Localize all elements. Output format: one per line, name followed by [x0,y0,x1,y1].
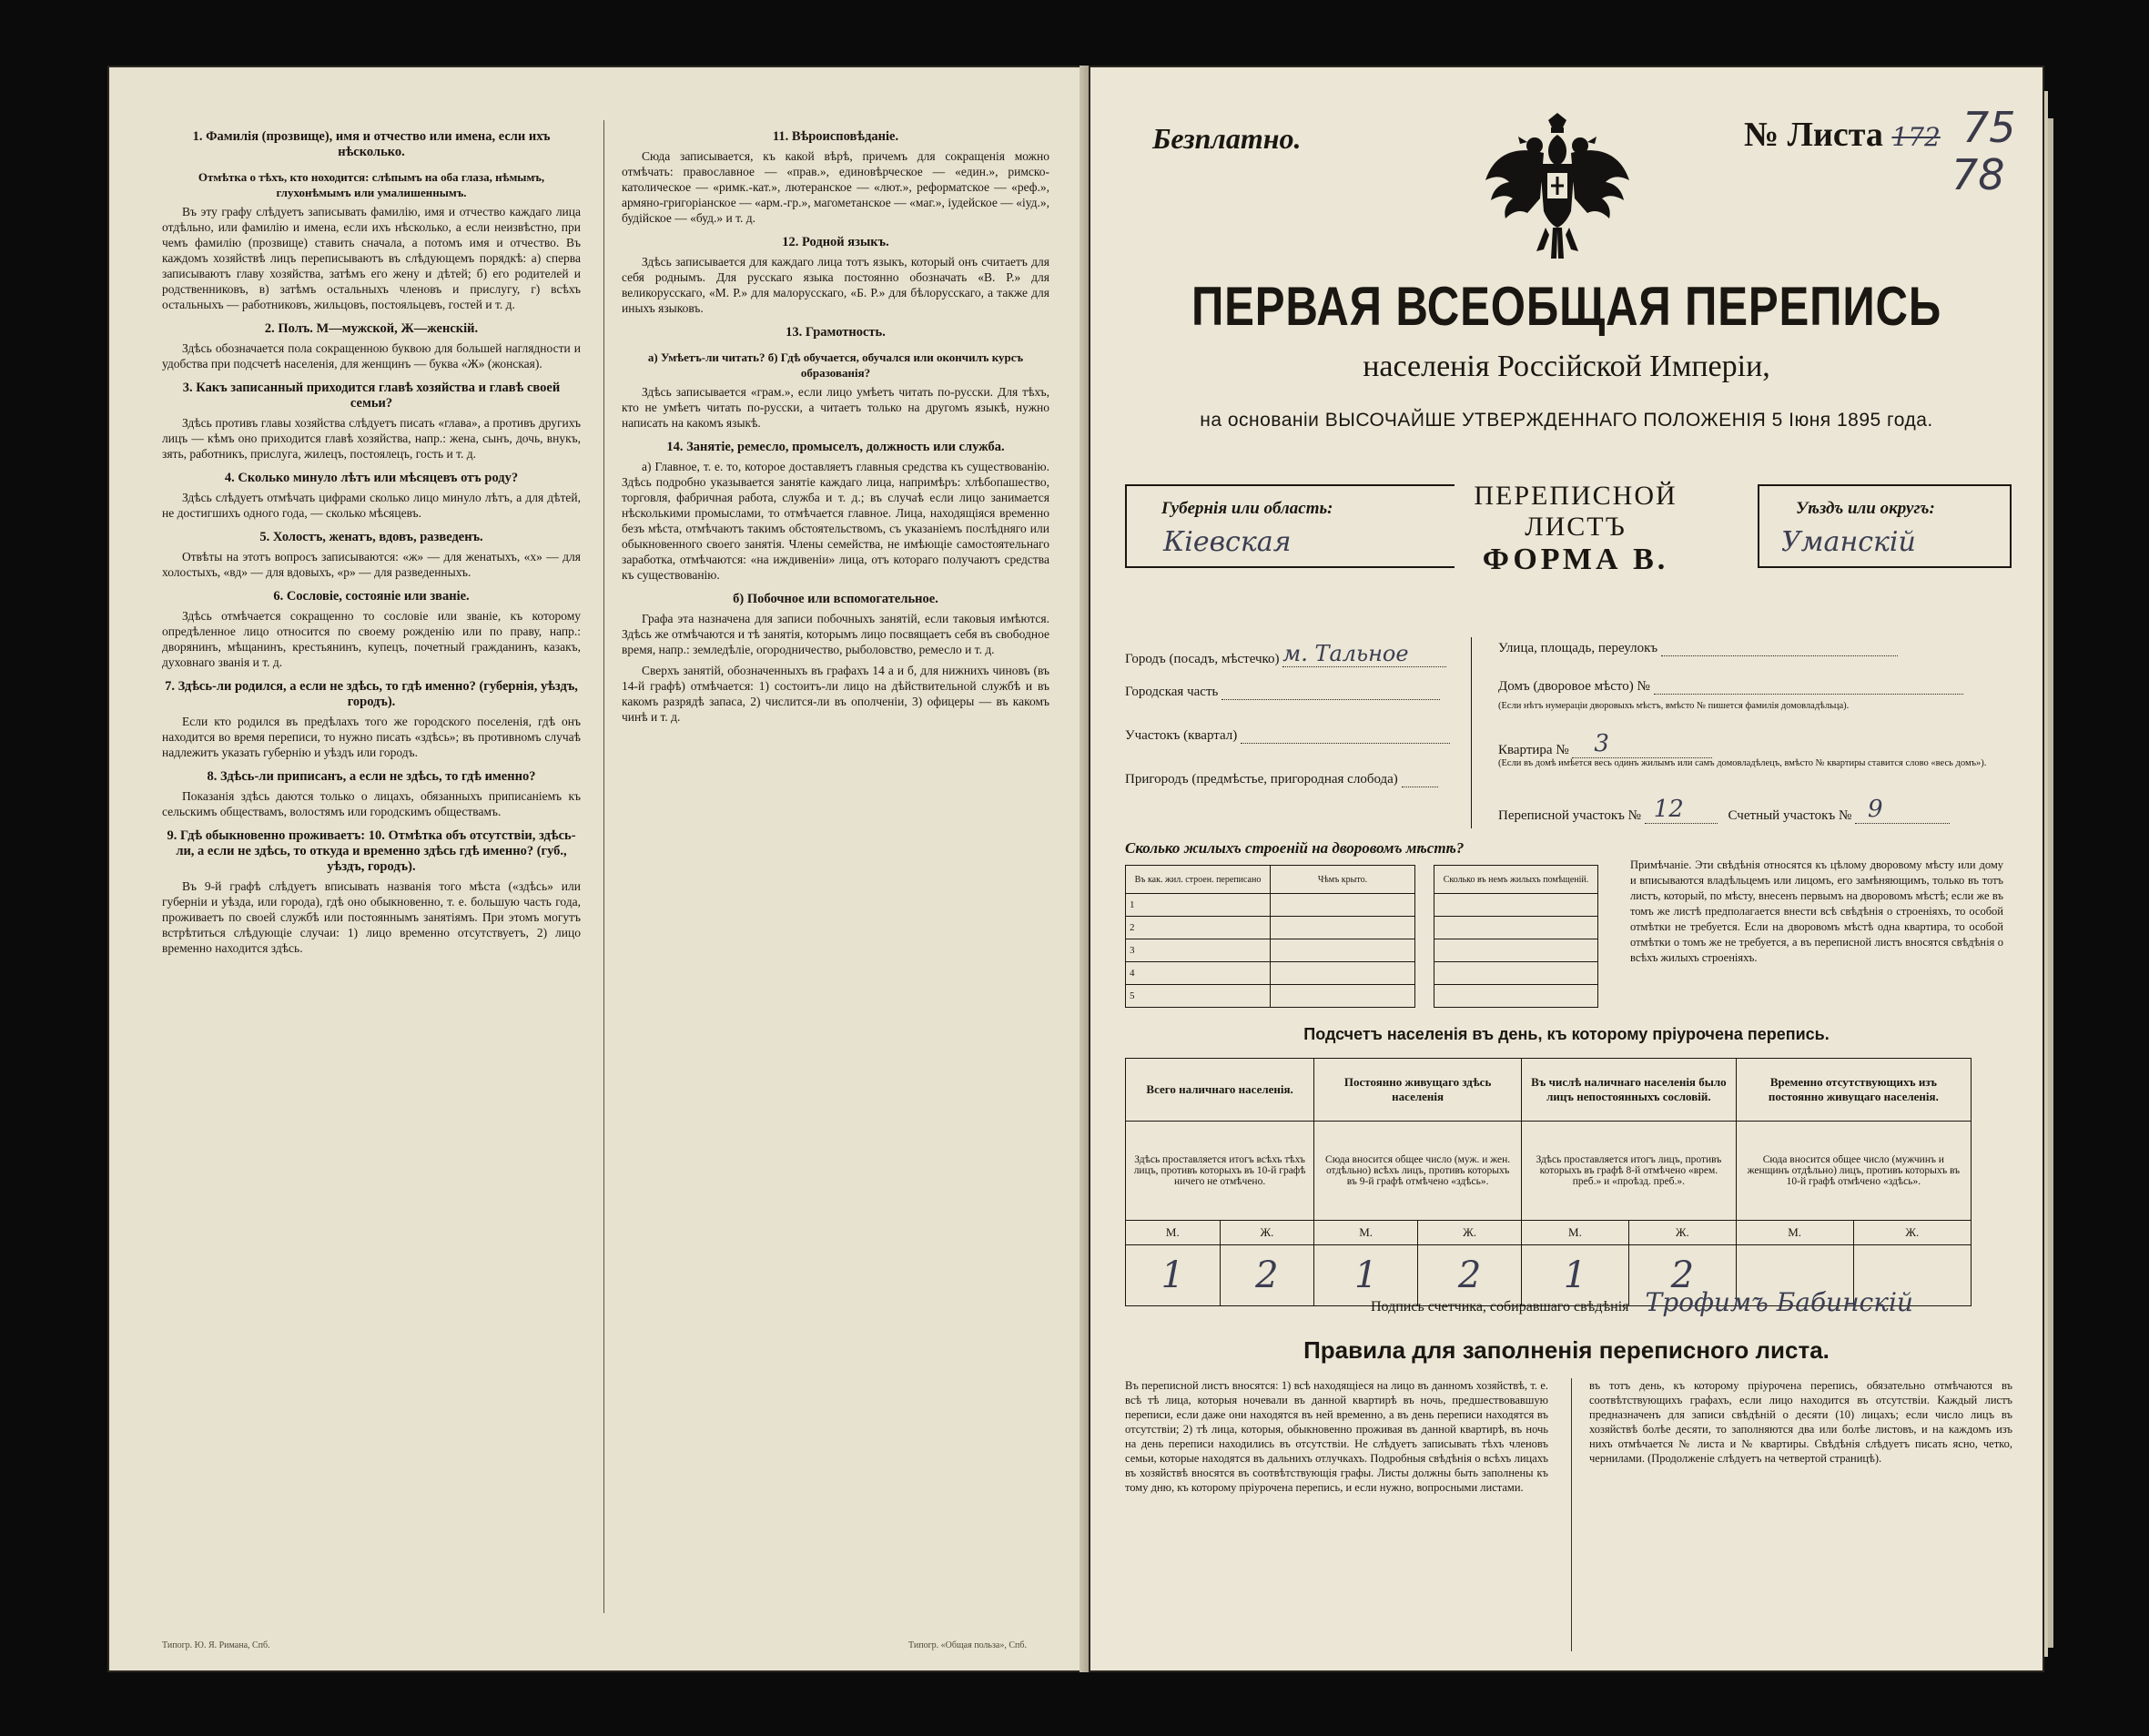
left-column-2 [622,120,1049,730]
section-heading: 7. Здѣсь-ли родился, а если не здѣсь, то гдѣ именно? (губернія, уѣздъ, городъ). [165,679,578,709]
table-row: 2 [1126,917,1598,939]
right-page [1089,66,2044,1672]
count-sub-female: Ж. [1853,1221,1971,1245]
section-text: Графа эта назначена для записи побочныхъ занятій, если таковыя имѣются. Здѣсь же отмѣчаются и тѣ занятія, которымъ лицо посвящаетъ себя въ свободное время, напр.: земледѣліе, огородничество, рыболовство, ремесло и т. д. [622,612,1049,656]
sheet-number [1744,115,1941,155]
section-heading: 1. Фамилія (прозвище), имя и отчество или имена, если ихъ нѣсколько. [192,129,551,159]
section-heading: 14. Занятіе, ремесло, промыселъ, должность или служба. [666,440,1005,454]
table-row: 4 [1126,962,1598,985]
field-house-note: (Если нѣтъ нумераціи дворовыхъ мѣстъ, вмѣсто № пишется фамилія домовладѣльца). [1498,701,1850,711]
imprint-right: Типогр. «Общая польза», Спб. [908,1640,1027,1650]
form-title [1453,481,1698,577]
enumerator-signature [1371,1287,1913,1317]
pencil-number: 78 [1951,150,2005,199]
count-header: Временно отсутствующихъ изъ постоянно живущаго населенія. [1736,1059,1971,1122]
buildings-header: Сколько въ немъ жилыхъ помѣщеній. [1434,866,1598,894]
section-text: Отвѣты на этотъ вопросъ записываются: «ж» — для женатыхъ, «х» — для холостыхъ, «вд» — для вдовыхъ, «р» — для разведенныхъ. [162,550,581,579]
table-row: 3 [1126,939,1598,962]
table-row: 5 [1126,985,1598,1008]
rules-divider [1571,1378,1572,1651]
section-heading: 13. Грамотность. [786,325,886,340]
section-text: Сверхъ занятій, обозначенныхъ въ графахъ 14 а и б, для нижнихъ чиновъ (въ 14-й графѣ) отмѣчается: 1) состоитъ-ли лицо на дѣйствительной службѣ и въ какомъ разрядѣ запаса, 2) числится-ли въ ополченіи, 3) офицеры — въ какомъ чинѣ и т. д. [622,664,1049,724]
section-subheading: Отмѣтка о тѣхъ, кто ноходится: слѣпымъ на оба глаза, нѣмымъ, глухонѣмымъ или умалишеннымъ. [198,170,545,199]
count-desc: Сюда вносится общее число (мужчинъ и женщинъ отдѣльно) лицъ, противъ которыхъ въ 10-й графѣ отмѣчено «здѣсь». [1736,1122,1971,1221]
district-box [1758,484,2012,568]
field-apartment: Квартира № 3 [1498,730,1712,758]
district-label: Уѣздъ или округъ: [1796,499,1935,518]
section-text: Сюда записывается, къ какой вѣрѣ, причемъ для сокращенія можно отмѣчать: православное — «прав.», единовѣрческое — «един.», римско-католическое — «римк.-кат.», лютеранское — «лют.», реформатское — «реф.», армяно-григоріанское — «арм.-гр.», магометанское — «маг.», іудейское — «іуд.», будійское — «буд.» и т. д. [622,149,1049,225]
field-census-district-value: 12 [1645,796,1718,824]
field-quarter: Участокъ (квартал) [1125,728,1450,744]
field-house: Домъ (дворовое мѣсто) № [1498,679,1963,695]
field-town-value: м. Тальное [1282,641,1446,667]
buildings-table [1125,865,1598,1008]
count-value: 2 [1628,1245,1736,1306]
count-header: Постоянно живущаго здѣсь населенія [1314,1059,1522,1122]
field-apartment-value: 3 [1572,730,1712,758]
section-heading: 11. Вѣроисповѣданіе. [772,129,899,144]
imprint-left: Типогр. Ю. Я. Римана, Спб. [162,1640,270,1650]
section-text: Въ 9-й графѣ слѣдуетъ вписывать названія того мѣста («здѣсь» или губерніи и уѣзда, или города), гдѣ оно обыкновенно, т. е. большую часть года, проживаетъ по своей службѣ или постояннымъ занятіямъ. При этомъ могутъ встрѣтиться слѣдующіе случаи: 1) лицо временно отсутствуетъ, 2) лицо временно находится здѣсь. [162,879,581,955]
census-legal-basis: на основаніи ВЫСОЧАЙШЕ УТВЕРЖДЕННАГО ПОЛОЖЕНІЯ 5 Іюня 1895 года. [1200,410,1933,431]
count-sub-male: М. [1314,1221,1418,1245]
field-suburb: Пригородъ (предмѣстье, пригородная слобода) [1125,772,1438,787]
section-heading: 6. Сословіе, состояніе или званіе. [273,589,470,604]
field-street: Улица, площадь, переулокъ [1498,641,1898,656]
pencil-numbers [1951,103,2016,199]
field-counting-district-value: 9 [1855,796,1950,824]
section-subheading: а) Умѣетъ-ли читать? б) Гдѣ обучается, обучался или окончилъ курсъ образованія? [647,350,1024,380]
count-value: 1 [1314,1245,1418,1306]
district-value: Уманскій [1781,526,1916,558]
field-apartment-note: (Если въ домѣ имѣется весь одинъ жилымъ или самъ домовладѣлецъ, вмѣсто № квартиры ставится слово «весь домъ»). [1498,758,1987,768]
section-heading: 12. Родной языкъ. [782,235,889,249]
section-text: Показанія здѣсь даются только о лицахъ, обязанныхъ приписаніемъ къ сельскимъ обществамъ, волостямъ или городскимъ обществамъ. [162,789,581,818]
count-header: Въ числѣ наличнаго населенія было лицъ непостоянныхъ сословій. [1522,1059,1737,1122]
section-text: Здѣсь отмѣчается сокращенно то сословіе или званіе, къ которому опредѣленное лицо относится по своему рожденію или по праву, напр.: дворянинъ, мѣщанинъ, крестьянинъ, купецъ, почетный гражданинъ, казакъ, духовнаго званія и т. д. [162,609,581,669]
form-title-line-1: ПЕРЕПИСНОЙ ЛИСТЪ [1474,481,1678,542]
section-heading: 2. Полъ. М—мужской, Ж—женскій. [264,321,479,336]
section-text: Здѣсь записывается «грам.», если лицо умѣетъ читать по-русски. Для тѣхъ, кто не умѣетъ читать по-русски, а читаетъ только на другомъ языкѣ, нужно написать на какомъ языкѣ. [622,385,1049,430]
buildings-title: Сколько жилыхъ строеній на дворовомъ мѣстѣ? [1125,839,1465,857]
form-title-line-2: ФОРМА В. [1482,543,1669,576]
census-subtitle: населенія Россійской Имперіи, [1363,350,1770,383]
count-value: 1 [1522,1245,1629,1306]
column-divider [603,120,604,1613]
section-text: а) Главное, т. е. то, которое доставляетъ главныя средства къ существованію. Здѣсь подробно указывается занятіе каждаго лица, напримѣръ: хлѣбопашество, торговля, фабричная работа, служба и т. д.; въ случаѣ если лицо занимается нѣсколькими промыслами, то отмѣчается главное. Лица, находящіяся временно безъ мѣста, отмѣчаютъ такимъ обстоятельствомъ, съ указаніемъ послѣдняго или обыкновенного своего занятія. Члены семейства, не имѣющіе самостоятельнаго заработка, отмѣчаются: «на иждивеніи» лица, отъ котораго получаютъ средства къ существованію. [622,460,1049,582]
signature-label: Подпись счетчика, собиравшаго свѣдѣнія [1371,1299,1629,1315]
section-text: Здѣсь противъ главы хозяйства слѣдуетъ писать «глава», а противъ другихъ лицъ — кѣмъ оно приходится главѣ хозяйства, напр.: жена, сынъ, дочь, внукъ, зять, работникъ, прислуга, жилецъ, постоялецъ, гость и т. д. [162,416,581,461]
field-town-part: Городская часть [1125,685,1440,700]
buildings-header-gap [1415,866,1434,894]
double-headed-eagle-emblem-icon [1480,109,1635,264]
province-box [1125,484,1455,568]
buildings-note: Примѣчаніе. Эти свѣдѣнія относятся къ цѣлому дворовому мѣсту или дому и вписываются владѣльцемъ или лицомъ, его замѣняющимъ, только въ тотъ листъ, который, по мѣсту, внесенъ первымъ на дворовомъ мѣстѣ; если же въ томъ же листѣ предполагается внести всѣ свѣдѣнія о строеніяхъ, то особой отмѣтки не требуется. Если на дворовомъ мѣстѣ одна квартира, то особой отмѣтки о томъ же не требуется, а въ переписной листъ вносятся свѣдѣнія о всѣхъ жилыхъ строеніяхъ. [1630,858,2003,964]
field-town: Городъ (посадъ, мѣстечко) м. Тальное [1125,641,1446,667]
sheet-value: 172 [1891,122,1941,152]
sheet-label: № Листа [1744,116,1883,154]
section-text: Въ эту графу слѣдуетъ записывать фамилію, имя и отчество каждаго лица отдѣльно, или фамилію и имена, если ихъ нѣсколько, а если неизвѣстно, при чемъ фамилію (прозвище) ставить сначала, а потомъ имя и отчество. Въ каждомъ хозяйствѣ лицъ переписываютъ въ слѣдующемъ порядкѣ: а) сперва записываютъ главу хозяйства, затѣмъ его жену и дѣтей; б) его родителей и родственниковъ, в) затѣмъ остальныхъ членовъ и прислугу, г) всѣхъ остальныхъ — работниковъ, жильцовъ, постояльцевъ, гостей и т. д. [162,205,581,311]
table-row: 1 [1126,894,1598,917]
count-value: 2 [1418,1245,1522,1306]
free-label: Безплатно. [1152,122,1302,155]
count-sub-male: М. [1736,1221,1853,1245]
count-sub-female: Ж. [1418,1221,1522,1245]
count-desc: Сюда вносится общее число (муж. и жен. отдѣльно) всѣхъ лицъ, противъ которыхъ въ 9-й графѣ отмѣчено «здѣсь». [1314,1122,1522,1221]
section-heading: 3. Какъ записанный приходится главѣ хозяйства и главѣ своей семьи? [182,381,561,411]
population-count-title: Подсчетъ населенія въ день, къ которому пріурочена перепись. [1303,1025,1830,1043]
buildings-header: Въ как. жил. строен. переписано [1126,866,1271,894]
count-value: 1 [1126,1245,1221,1306]
population-count-table [1125,1058,1972,1306]
section-text: Если кто родился въ предѣлахъ того же городского поселенія, гдѣ онъ находится во время переписи, то нужно писать «здѣсь»; въ противномъ случаѣ надлежитъ указать губернію и уѣздъ или городъ. [162,715,581,759]
count-sub-female: Ж. [1220,1221,1314,1245]
count-sub-female: Ж. [1628,1221,1736,1245]
province-value: Кіевская [1163,526,1292,558]
page-stack-edge [2048,118,2053,1648]
count-desc: Здѣсь проставляется итогъ лицъ, противъ которыхъ въ графѣ 8-й отмѣчено «врем. преб.» и «проѣзд. преб.». [1522,1122,1737,1221]
section-text: Здѣсь обозначается пола сокращенною буквою для большей наглядности и удобства при подсчетѣ населенія, для женщинъ — буква «Ж» (жонская). [162,341,581,371]
section-text: Здѣсь слѣдуетъ отмѣчать цифрами сколько лицо минуло лѣтъ, а для дѣтей, не достигшихъ одного года, — сколько мѣсяцевъ. [162,491,581,520]
count-sub-male: М. [1522,1221,1629,1245]
count-sub-male: М. [1126,1221,1221,1245]
count-header: Всего наличнаго населенія. [1126,1059,1314,1122]
section-heading: 9. Гдѣ обыкновенно проживаетъ: 10. Отмѣтка объ отсутствіи, здѣсь-ли, а если не здѣсь, то откуда и временно здѣсь гдѣ именно? (губ., уѣздъ, городъ). [167,828,576,874]
section-heading: 5. Холостъ, женатъ, вдовъ, разведенъ. [259,530,483,544]
field-census-district: Переписной участокъ № 12 Счетный участокъ № 9 [1498,796,1950,824]
province-label: Губернія или область: [1161,499,1333,518]
section-heading: 8. Здѣсь-ли приписанъ, а если не здѣсь, то гдѣ именно? [207,769,536,784]
buildings-header: Чѣмъ крыто. [1271,866,1415,894]
section-heading: б) Побочное или вспомогательное. [733,592,938,606]
pencil-number: 75 [1962,103,2016,152]
rules-column-1: Въ переписной листъ вносятся: 1) всѣ находящіеся на лицо въ данномъ хозяйствѣ, т. е. всѣ тѣ лица, которыя ночевали въ данной квартирѣ въ ночь, предшествовавшую переписи, если даже они находятся въ ней временно, а въ день переписи находятся въ отсутствіи; 2) тѣ лица, которыя, обыкновенно проживая въ данной квартирѣ, въ ночь на день переписи находились въ отсутствіи. Не слѣдуетъ записывать тѣхъ членовъ семьи, которые находятся въ дальнихъ отлучкахъ. Подробныя свѣдѣнія о всѣхъ лицахъ въ хозяйствѣ вносятся въ соотвѣтствующія графы. Листы должны быть заполнены къ тому дню, къ которому пріурочена перепись, и если нужно, вопросными листами. [1125,1379,1548,1494]
rules-column-2: въ тотъ день, къ которому пріурочена перепись, обязательно отмѣчаются въ соотвѣтствующихъ графахъ, если лицо находится въ отсутствіи. Каждый листъ предназначенъ для записи свѣдѣній о десяти (10) лицахъ; если число лицъ въ хозяйствѣ болѣе десяти, то заполняются два или болѣе листовъ, и на каждомъ изъ нихъ отмѣчается № листа и № квартиры. Свѣдѣнія слѣдуетъ писать ясно, четко, чернилами. (Продолженіе слѣдуетъ на четвертой страницѣ). [1589,1379,2012,1465]
count-desc: Здѣсь проставляется итогъ всѣхъ тѣхъ лицъ, противъ которыхъ въ 10-й графѣ ничего не отмѣчено. [1126,1122,1314,1221]
count-value: 2 [1220,1245,1314,1306]
section-text: Здѣсь записывается для каждаго лица тотъ языкъ, который онъ считаетъ для себя роднымъ. Для русскаго языка постоянно обозначать «В. Р.» для великорусскаго, «М. Р.» для малорусскаго, «Б. Р.» для бѣлорусскаго, а также для иныхъ языковъ. [622,255,1049,315]
section-heading: 4. Сколько минуло лѣтъ или мѣсяцевъ отъ роду? [224,471,519,485]
signature-value: Трофимъ Бабинскій [1645,1287,1913,1317]
address-divider [1471,637,1472,828]
rules-title: Правила для заполненія переписного листа. [1303,1336,1830,1364]
left-column-1 [162,120,581,961]
left-page [107,66,1090,1672]
census-title: ПЕРВАЯ ВСЕОБЩАЯ ПЕРЕПИСЬ [1191,276,1942,337]
